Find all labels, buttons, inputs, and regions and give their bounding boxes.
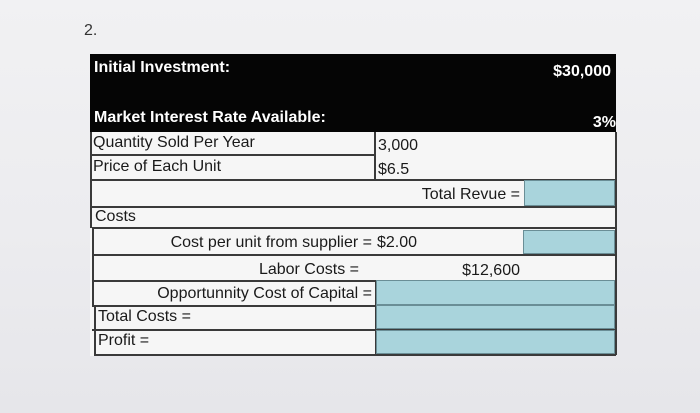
grid-line <box>90 154 374 156</box>
initial-investment-value: $30,000 <box>553 63 611 80</box>
cost-per-unit-value: $2.00 <box>377 234 418 251</box>
grid-line <box>92 227 616 229</box>
total-costs-label: Total Costs = <box>98 308 191 325</box>
price-label: Price of Each Unit <box>93 158 222 175</box>
question-number: 2. <box>84 22 98 39</box>
initial-investment-label: Initial Investment: <box>94 59 231 76</box>
grid-line <box>90 206 616 208</box>
grid-line <box>374 132 376 180</box>
grid-line <box>92 254 616 256</box>
grid-line <box>92 227 94 307</box>
price-value: $6.5 <box>378 161 410 178</box>
grid-line <box>615 132 617 355</box>
opportunity-cost-cell[interactable] <box>376 280 615 305</box>
cost-per-unit-label: Cost per unit from supplier = <box>170 234 372 251</box>
labor-costs-label: Labor Costs = <box>258 261 359 278</box>
opportunity-cost-label: Opportunnity Cost of Capital = <box>157 285 372 302</box>
grid-line <box>90 132 92 228</box>
labor-costs-value: $12,600 <box>462 262 520 279</box>
quantity-label: Quantity Sold Per Year <box>93 134 255 151</box>
total-revenue-cell[interactable] <box>524 180 615 206</box>
profit-cell[interactable] <box>376 330 615 354</box>
costs-label: Costs <box>95 208 136 225</box>
total-revenue-label: Total Revue = <box>421 186 520 203</box>
profit-label: Profit = <box>98 332 150 349</box>
quantity-value: 3,000 <box>378 137 419 154</box>
cost-per-unit-cell[interactable] <box>523 230 615 254</box>
total-costs-cell[interactable] <box>376 305 615 329</box>
market-rate-value: 3% <box>592 114 616 131</box>
grid-line <box>94 354 616 356</box>
grid-line <box>94 305 96 355</box>
market-rate-label: Market Interest Rate Available: <box>94 109 326 126</box>
